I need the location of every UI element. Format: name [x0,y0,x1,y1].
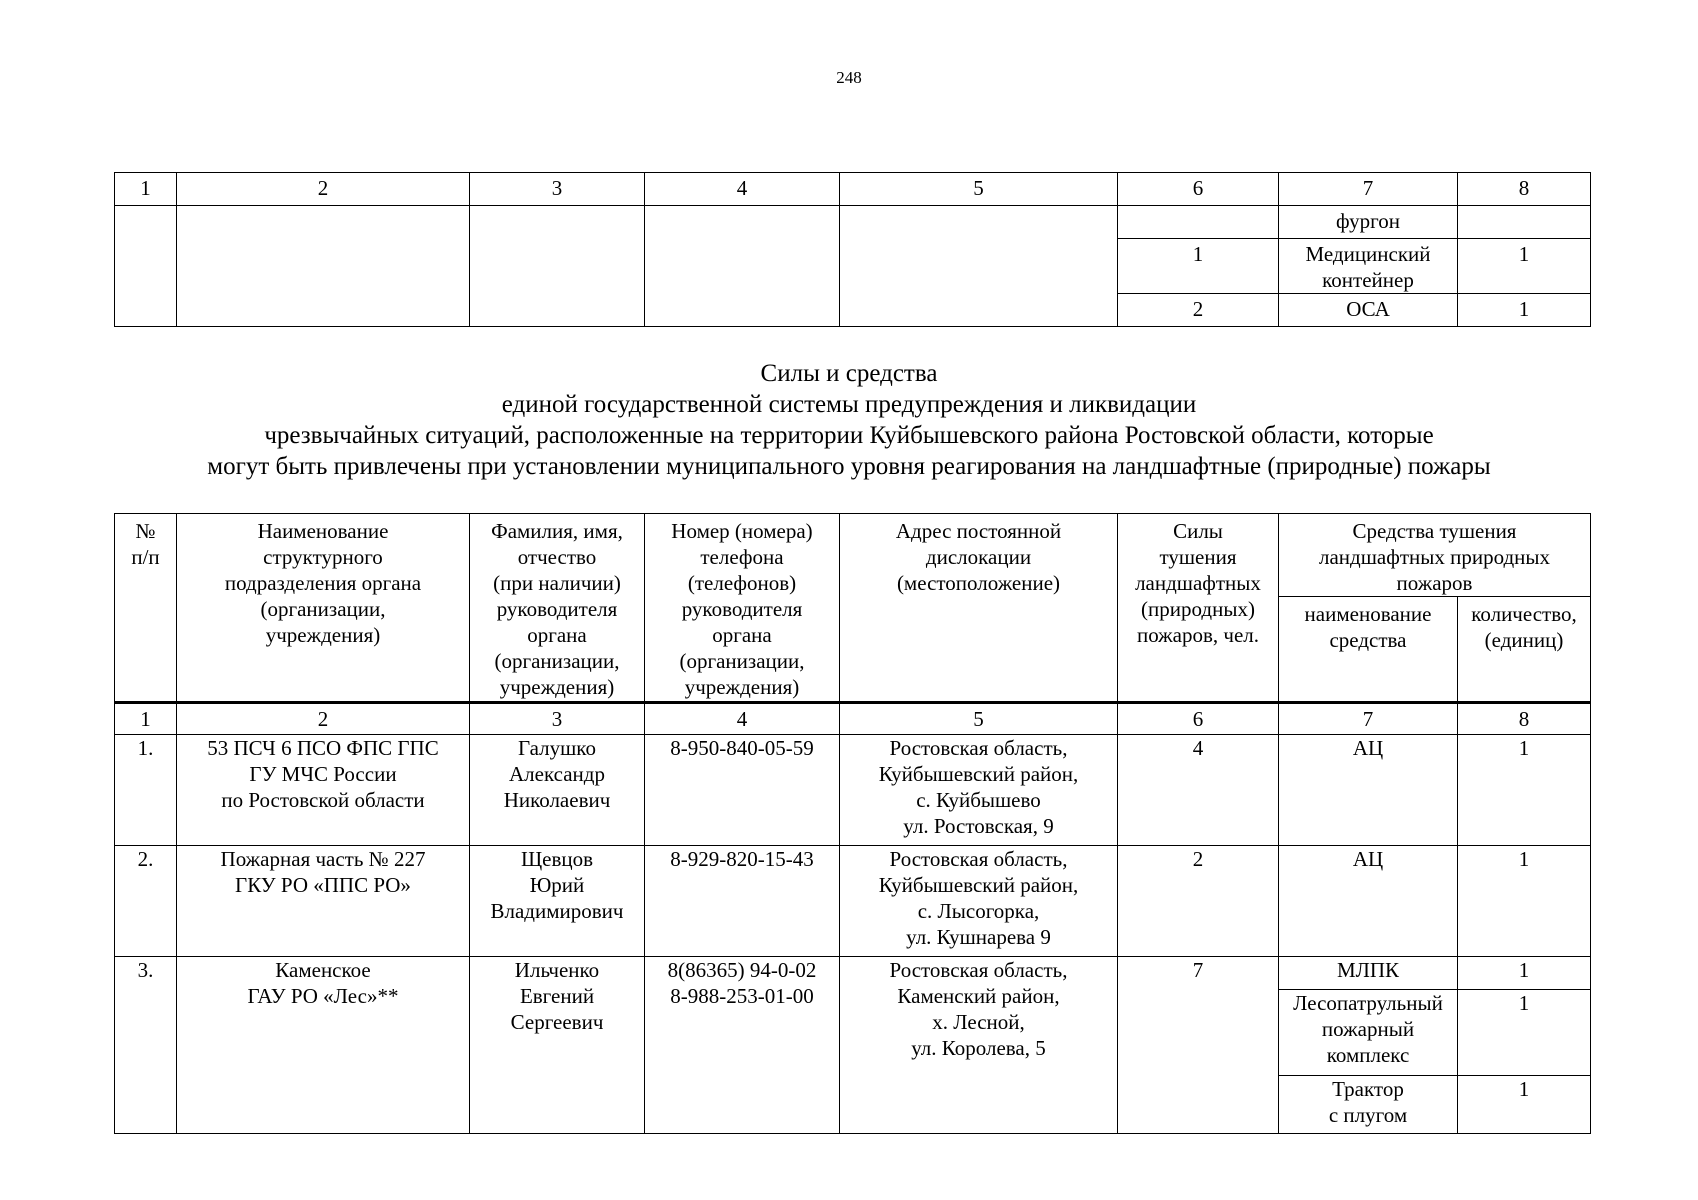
empty-cell [115,206,177,327]
title-line: единой государственной системы предупреждения и ликвидации [501,391,1197,418]
title-line: чрезвычайных ситуаций, расположенные на территории Куйбышевского района Ростовской области, которые [264,422,1434,449]
cell-means-name: фургон [1279,206,1458,239]
cell-means-count: 1 [1458,239,1591,294]
page-number: 248 [836,68,862,87]
cell-name: Каменское ГАУ РО «Лес»** [177,957,470,1134]
column-number: 8 [1458,703,1591,735]
column-number: 7 [1279,173,1458,206]
cell-forces: 4 [1118,735,1279,846]
cell-address: Ростовская область, Куйбышевский район, с. Лысогорка, ул. Кушнарева 9 [840,846,1118,957]
cell-name: 53 ПСЧ 6 ПСО ФПС ГПС ГУ МЧС России по Ростовской области [177,735,470,846]
header-means-count: количество, (единиц) [1458,597,1591,703]
header-num: № п/п [115,514,177,703]
table-row [115,846,1591,957]
column-number: 5 [840,703,1118,735]
title-line: могут быть привлечены при установлении муниципального уровня реагирования на ландшафтные (природные) пожары [207,453,1491,480]
header-head: Фамилия, имя, отчество (при наличии) руководителя органа (организации, учреждения) [470,514,645,703]
section-title [0,358,1698,482]
column-number: 6 [1118,703,1279,735]
cell-index: 1 [1118,239,1279,294]
cell-head: Галушко Александр Николаевич [470,735,645,846]
cell-means-count: 1 [1458,846,1591,957]
forces-table [114,513,1591,1134]
cell-name: Пожарная часть № 227 ГКУ РО «ППС РО» [177,846,470,957]
table-header-row [115,173,1591,206]
cell-num: 1. [115,735,177,846]
cell-index [1118,206,1279,239]
cell-means-count: 1 [1458,294,1591,327]
cell-means-count: 1 [1458,957,1591,990]
header-means: Средства тушения ландшафтных природных пожаров [1279,514,1591,597]
cell-head: Ильченко Евгений Сергеевич [470,957,645,1134]
empty-cell [645,206,840,327]
table-row [115,735,1591,846]
cell-address: Ростовская область, Каменский район, х. Лесной, ул. Королева, 5 [840,957,1118,1134]
empty-cell [840,206,1118,327]
column-number: 8 [1458,173,1591,206]
cell-means-count [1458,206,1591,239]
cell-num: 3. [115,957,177,1134]
column-number: 7 [1279,703,1458,735]
cell-means-count: 1 [1458,735,1591,846]
cell-means-name: Трактор с плугом [1279,1076,1458,1134]
column-number: 1 [115,173,177,206]
cell-means-count: 1 [1458,1076,1591,1134]
table-header-row [115,514,1591,597]
continuation-table [114,172,1591,327]
header-phone: Номер (номера) телефона (телефонов) руководителя органа (организации, учреждения) [645,514,840,703]
cell-means-name: Лесопатрульный пожарный комплекс [1279,990,1458,1076]
cell-phone: 8-950-840-05-59 [645,735,840,846]
table-row [115,206,1591,239]
cell-index: 2 [1118,294,1279,327]
column-numbers-row [115,703,1591,735]
header-address: Адрес постоянной дислокации (местоположение) [840,514,1118,703]
title-line: Силы и средства [760,360,938,387]
cell-means-name: МЛПК [1279,957,1458,990]
cell-phone: 8-929-820-15-43 [645,846,840,957]
cell-means-name: АЦ [1279,735,1458,846]
header-name: Наименование структурного подразделения органа (организации, учреждения) [177,514,470,703]
column-number: 1 [115,703,177,735]
header-means-name: наименование средства [1279,597,1458,703]
column-number: 3 [470,703,645,735]
header-forces: Силы тушения ландшафтных (природных) пожаров, чел. [1118,514,1279,703]
column-number: 3 [470,173,645,206]
cell-means-count: 1 [1458,990,1591,1076]
cell-means-name: ОСА [1279,294,1458,327]
column-number: 2 [177,173,470,206]
cell-forces: 2 [1118,846,1279,957]
empty-cell [177,206,470,327]
cell-forces: 7 [1118,957,1279,1134]
column-number: 6 [1118,173,1279,206]
table-row [115,957,1591,990]
empty-cell [470,206,645,327]
cell-address: Ростовская область, Куйбышевский район, с. Куйбышево ул. Ростовская, 9 [840,735,1118,846]
cell-means-name: АЦ [1279,846,1458,957]
cell-means-name: Медицинский контейнер [1279,239,1458,294]
column-number: 4 [645,703,840,735]
cell-head: Щевцов Юрий Владимирович [470,846,645,957]
column-number: 2 [177,703,470,735]
column-number: 4 [645,173,840,206]
cell-phone: 8(86365) 94-0-02 8-988-253-01-00 [645,957,840,1134]
column-number: 5 [840,173,1118,206]
cell-num: 2. [115,846,177,957]
